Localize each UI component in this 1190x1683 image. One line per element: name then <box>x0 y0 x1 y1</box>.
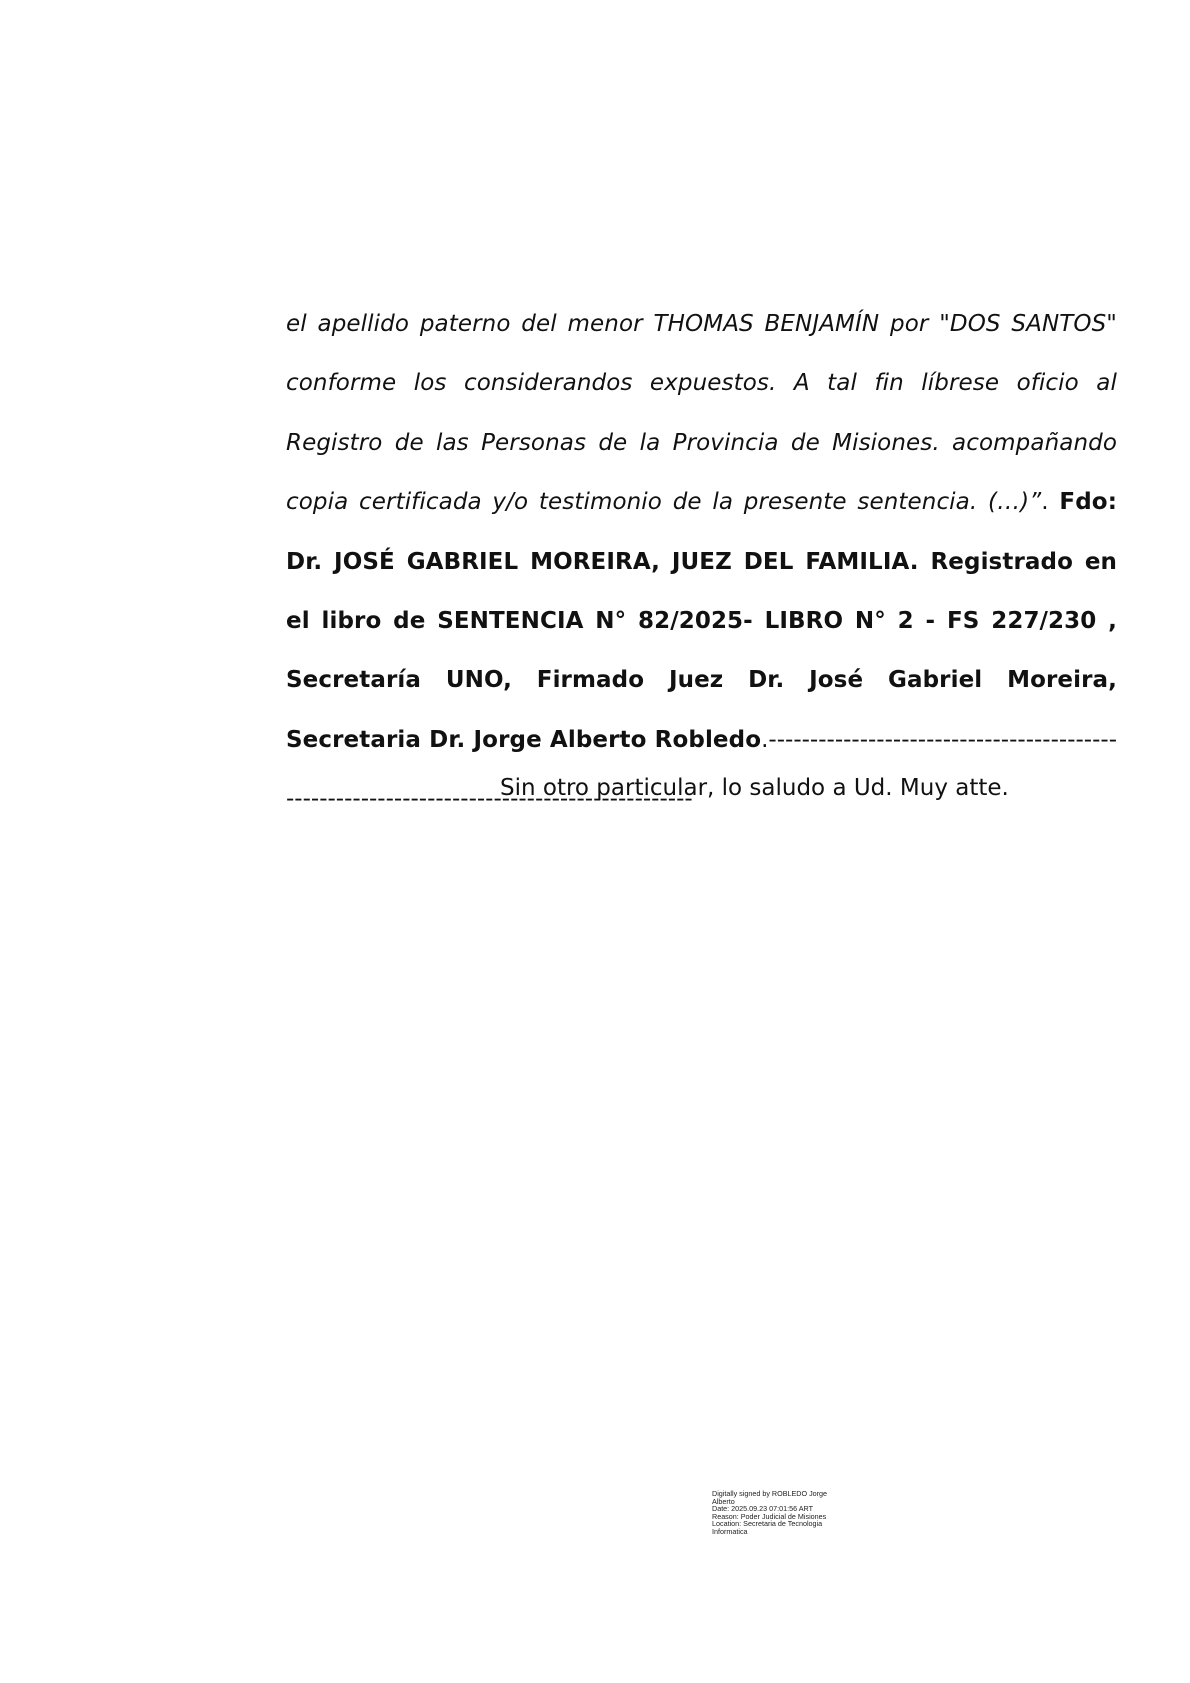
resolution-paragraph <box>286 295 1117 830</box>
signature-reason: Reason: Poder Judicial de Misiones <box>712 1511 827 1521</box>
signature-location: Location: Secretaria de Tecnologia <box>712 1519 823 1529</box>
closing-salutation: Sin otro particular, lo saludo a Ud. Muy atte. <box>500 775 1009 801</box>
signature-registration-text: Fdo: Dr. JOSÉ GABRIEL MOREIRA, JUEZ DEL FAMILIA. Registrado en el libro de SENTENCIA N° 82/2025- LIBRO N° 2 - FS 227/230 , Secretaría UNO, Firmado Juez Dr. José Gabriel Moreira, Secretaria Dr. Jorge Alberto Robledo <box>286 489 1117 753</box>
signature-signed-by-cont: Alberto <box>712 1496 735 1506</box>
digital-signature-stamp <box>712 1490 872 1536</box>
trailing-dashes: .------------------------------------------------------------------------------------------- <box>286 726 1117 813</box>
signature-location-cont: Informatica <box>712 1526 748 1536</box>
paragraph-separator: . <box>1041 489 1060 516</box>
signature-signed-by: Digitally signed by ROBLEDO Jorge <box>712 1489 828 1498</box>
resolution-italic-text: el apellido paterno del menor THOMAS BENJAMÍN por "DOS SANTOS" conforme los considerandos expuestos. A tal fin líbrese oficio al Registro de las Personas de la Provincia de Misiones. acompañando copia certificada y/o testimonio de la presente sentencia. (…)” <box>286 311 1117 516</box>
signature-date: Date: 2025.09.23 07:01:56 ART <box>712 1504 813 1514</box>
